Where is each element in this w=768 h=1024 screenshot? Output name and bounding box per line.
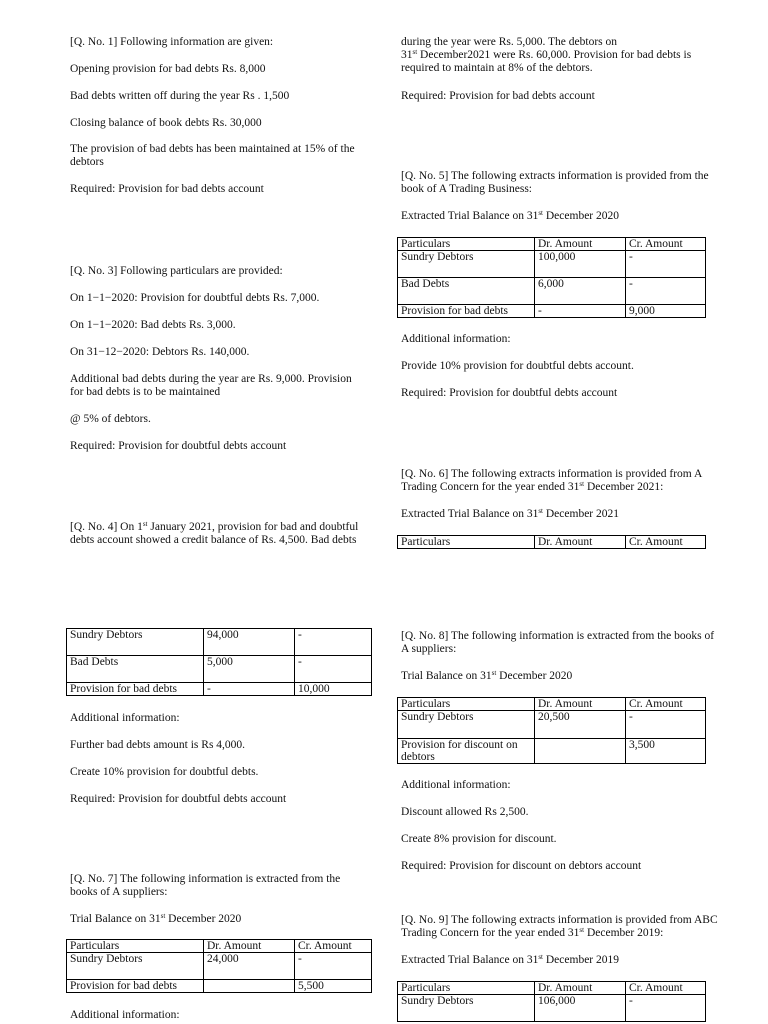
table-cell: 20,500 <box>535 711 626 739</box>
table-cell: - <box>535 305 626 318</box>
table-cell <box>535 739 626 764</box>
q4-line: Create 10% provision for doubtful debts. <box>70 766 259 778</box>
table-header: Particulars <box>67 940 204 953</box>
q6-trial-balance-table <box>397 535 706 549</box>
q8-required: Required: Provision for discount on debtors account <box>401 860 642 872</box>
q7-trial-balance-heading: Trial Balance on 31st December 2020 <box>70 912 242 925</box>
q5-line: Provide 10% provision for doubtful debts account. <box>401 360 634 372</box>
q7-trial-balance-table <box>66 939 372 993</box>
q3-line: On 31−12−2020: Debtors Rs. 140,000. <box>70 346 250 358</box>
table-cell: Provision for bad debts <box>67 980 204 993</box>
q8-trial-balance-table <box>397 697 706 764</box>
table-cell: Sundry Debtors <box>398 711 535 739</box>
table-header: Dr. Amount <box>535 238 626 251</box>
table-header: Cr. Amount <box>626 536 706 549</box>
table-header: Particulars <box>398 698 535 711</box>
q4-continued: during the year were Rs. 5,000. The debtors on 31st December2021 were Rs. 60,000. Provision for bad debts is required to maintain at 8% of the debtors. <box>401 36 692 74</box>
q6-trial-balance-heading: Extracted Trial Balance on 31st December 2021 <box>401 507 619 520</box>
q4-required: Required: Provision for doubtful debts account <box>70 793 287 805</box>
table-cell: 9,000 <box>626 305 706 318</box>
table-header-row <box>398 698 706 711</box>
table-header: Dr. Amount <box>535 536 626 549</box>
table-header: Particulars <box>398 982 535 995</box>
q8-additional: Additional information: <box>401 779 511 791</box>
table-cell: - <box>295 629 372 656</box>
q3-line: On 1−1−2020: Provision for doubtful debts Rs. 7,000. <box>70 292 320 304</box>
table-cell: - <box>295 656 372 683</box>
q5-title: [Q. No. 5] The following extracts information is provided from the book of A Trading Business: <box>401 170 709 195</box>
table-cell: - <box>626 995 706 1022</box>
table-row <box>398 278 706 305</box>
table-cell: - <box>626 711 706 739</box>
q8-line: Create 8% provision for discount. <box>401 833 557 845</box>
table-header: Particulars <box>398 536 535 549</box>
table-cell: Bad Debts <box>67 656 204 683</box>
q6-title: [Q. No. 6] The following extracts information is provided from A Trading Concern for the year ended 31st December 2021: <box>401 468 702 493</box>
table-cell: - <box>204 683 295 696</box>
q9-trial-balance-heading: Extracted Trial Balance on 31st December 2019 <box>401 953 619 966</box>
q1-line: Bad debts written off during the year Rs . 1,500 <box>70 90 290 102</box>
table-cell: Provision for bad debts <box>67 683 204 696</box>
table-row <box>67 980 372 993</box>
q1-line: Opening provision for bad debts Rs. 8,000 <box>70 63 266 75</box>
table-header: Dr. Amount <box>204 940 295 953</box>
table-cell: Provision for bad debts <box>398 305 535 318</box>
table-header: Particulars <box>398 238 535 251</box>
table-cell: 94,000 <box>204 629 295 656</box>
table-row <box>398 739 706 764</box>
q9-trial-balance-table <box>397 981 706 1022</box>
table-cell: 3,500 <box>626 739 706 764</box>
table-row <box>67 656 372 683</box>
table-cell: 106,000 <box>535 995 626 1022</box>
table-cell: 5,000 <box>204 656 295 683</box>
table-cell: - <box>295 953 372 980</box>
q3-line: Additional bad debts during the year are Rs. 9,000. Provision for bad debts is to be maintained <box>70 373 352 398</box>
table-cell: Sundry Debtors <box>398 251 535 278</box>
q5-additional: Additional information: <box>401 333 511 345</box>
table-header-row <box>67 940 372 953</box>
table-row <box>67 629 372 656</box>
q4-trial-balance-table <box>66 628 372 696</box>
table-cell: Bad Debts <box>398 278 535 305</box>
q5-required: Required: Provision for doubtful debts account <box>401 387 618 399</box>
table-cell: 6,000 <box>535 278 626 305</box>
q1-title: [Q. No. 1] Following information are given: <box>70 36 274 48</box>
table-cell: Sundry Debtors <box>67 629 204 656</box>
q4-line: Further bad debts amount is Rs 4,000. <box>70 739 246 751</box>
table-header-row <box>398 536 706 549</box>
table-header: Cr. Amount <box>626 238 706 251</box>
q4-title: [Q. No. 4] On 1st January 2021, provision for bad and doubtful debts account showed a credit balance of Rs. 4,500. Bad debts <box>70 520 359 546</box>
q9-title: [Q. No. 9] The following extracts information is provided from ABC Trading Concern for the year ended 31st December 2019: <box>401 914 718 939</box>
table-cell: 100,000 <box>535 251 626 278</box>
q5-trial-balance-heading: Extracted Trial Balance on 31st December 2020 <box>401 209 619 222</box>
table-header: Cr. Amount <box>295 940 372 953</box>
table-cell: 5,500 <box>295 980 372 993</box>
table-header-row <box>398 982 706 995</box>
q1-line: Closing balance of book debts Rs. 30,000 <box>70 117 262 129</box>
table-row <box>398 711 706 739</box>
q8-title: [Q. No. 8] The following information is extracted from the books of A suppliers: <box>401 630 715 655</box>
q8-line: Discount allowed Rs 2,500. <box>401 806 529 818</box>
table-row <box>67 953 372 980</box>
table-header: Cr. Amount <box>626 982 706 995</box>
table-header: Dr. Amount <box>535 698 626 711</box>
q8-trial-balance-heading: Trial Balance on 31st December 2020 <box>401 669 573 682</box>
q3-title: [Q. No. 3] Following particulars are provided: <box>70 265 283 277</box>
table-cell: Provision for discount on debtors <box>398 739 535 764</box>
table-row <box>398 995 706 1022</box>
table-header-row <box>398 238 706 251</box>
q1-required: Required: Provision for bad debts account <box>70 183 264 195</box>
q3-line: On 1−1−2020: Bad debts Rs. 3,000. <box>70 319 236 331</box>
table-cell: - <box>626 251 706 278</box>
table-cell: - <box>626 278 706 305</box>
q5-trial-balance-table <box>397 237 706 318</box>
table-cell <box>204 980 295 993</box>
table-cell: 24,000 <box>204 953 295 980</box>
q4-additional: Additional information: <box>70 712 180 724</box>
table-row <box>398 305 706 318</box>
table-header: Cr. Amount <box>626 698 706 711</box>
q3-required: Required: Provision for doubtful debts account <box>70 440 287 452</box>
table-row <box>398 251 706 278</box>
q1-line: The provision of bad debts has been maintained at 15% of the debtors <box>70 143 355 168</box>
q7-additional: Additional information: <box>70 1009 180 1021</box>
table-header: Dr. Amount <box>535 982 626 995</box>
table-cell: Sundry Debtors <box>398 995 535 1022</box>
table-row <box>67 683 372 696</box>
q3-line: @ 5% of debtors. <box>70 413 151 425</box>
q4-required-continued: Required: Provision for bad debts account <box>401 90 595 102</box>
q7-title: [Q. No. 7] The following information is extracted from the books of A suppliers: <box>70 873 341 898</box>
table-cell: 10,000 <box>295 683 372 696</box>
table-cell: Sundry Debtors <box>67 953 204 980</box>
